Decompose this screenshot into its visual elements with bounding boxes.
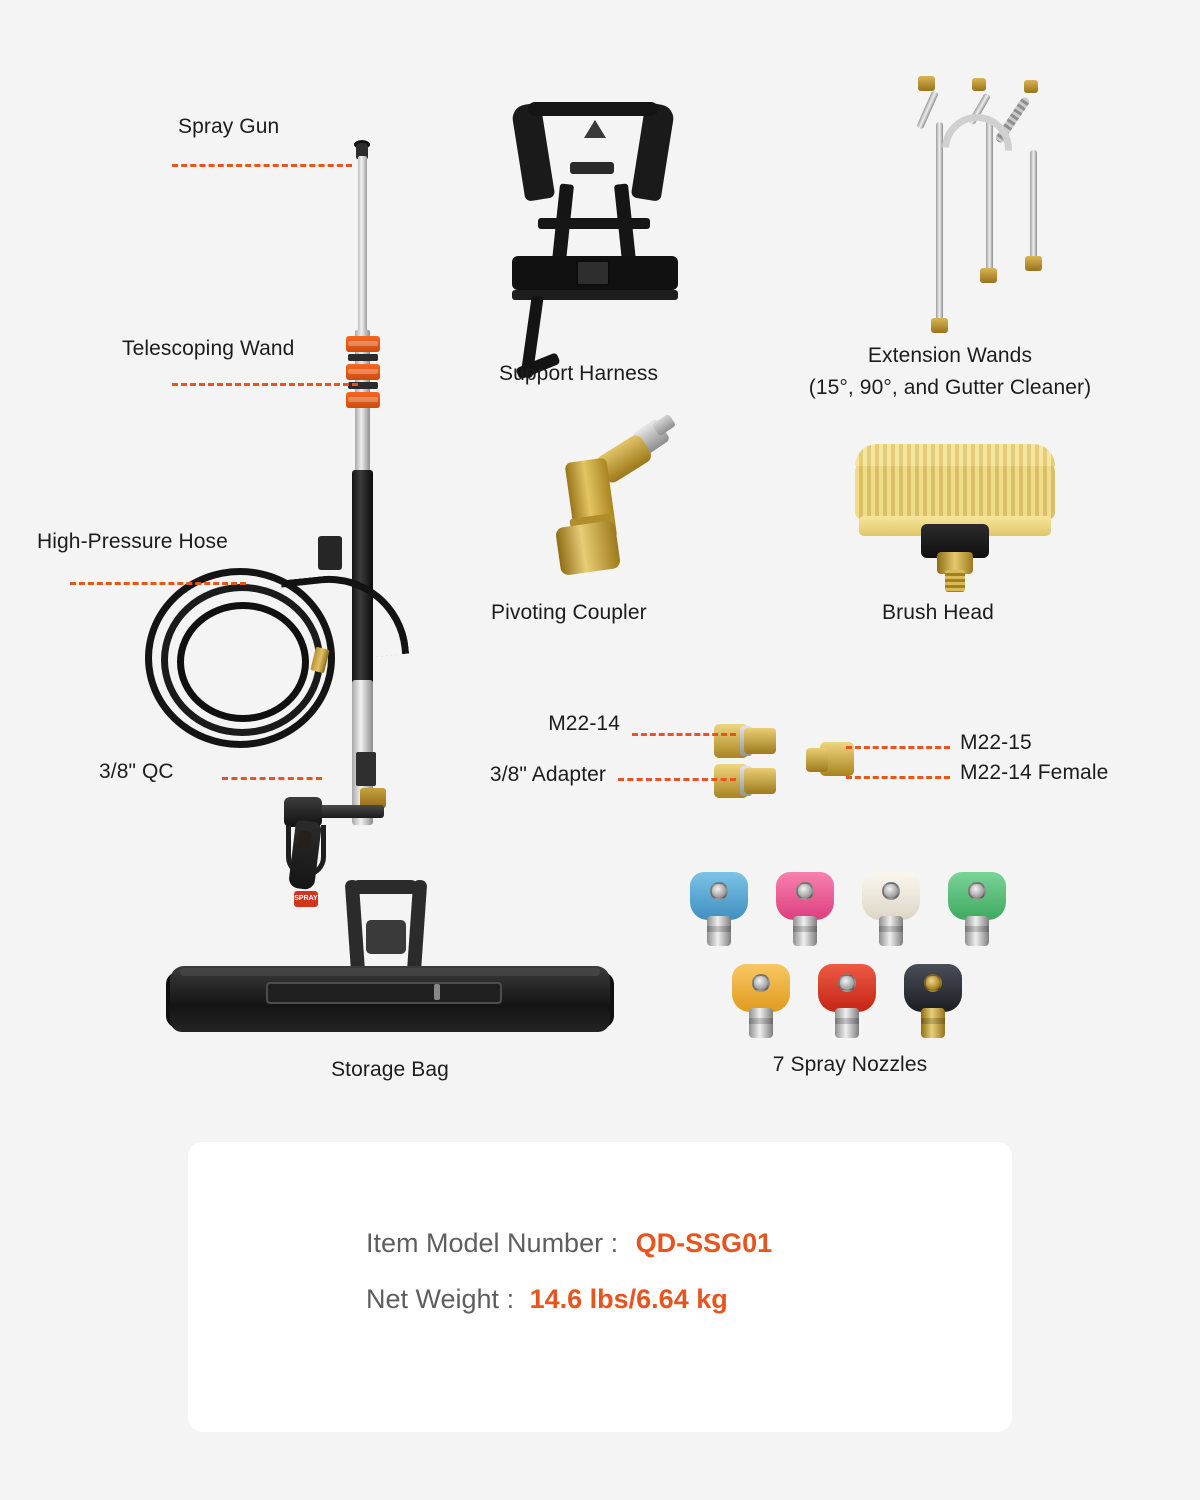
high-pressure-hose-illustration bbox=[135, 560, 365, 790]
nozzle-blue bbox=[690, 872, 748, 950]
leader-high-pressure-hose bbox=[70, 582, 246, 585]
leader-m22-14 bbox=[632, 733, 736, 736]
brush-head-illustration bbox=[845, 440, 1065, 600]
wand-clamp-2 bbox=[346, 364, 380, 380]
nozzle-pink bbox=[776, 872, 834, 950]
bag-zipper bbox=[266, 982, 502, 1004]
label-extension-wands: Extension Wands bbox=[867, 344, 1033, 367]
nozzle-pink-stem bbox=[793, 916, 817, 946]
leader-spray-gun bbox=[172, 164, 352, 167]
brush-threaded-fitting bbox=[945, 570, 965, 592]
nozzle-white-face bbox=[882, 882, 900, 900]
wand-segment-upper bbox=[358, 156, 367, 336]
harness-buckle bbox=[576, 260, 610, 286]
nozzle-white bbox=[862, 872, 920, 950]
model-number-label: Item Model Number : bbox=[366, 1228, 619, 1258]
leader-m22-14-female bbox=[846, 776, 950, 779]
nozzle-red bbox=[818, 964, 876, 1042]
storage-bag-illustration bbox=[170, 880, 610, 1050]
adapter-m22-14 bbox=[714, 718, 778, 762]
bag-zipper-pull bbox=[434, 984, 440, 1000]
label-adapter-m22-14-female: M22-14 Female bbox=[960, 761, 1109, 784]
label-38-qc: 3/8" QC bbox=[99, 760, 174, 783]
leader-38-adapter bbox=[618, 778, 736, 781]
label-support-harness: Support Harness bbox=[499, 362, 659, 385]
label-adapter-38: 3/8" Adapter bbox=[489, 763, 606, 786]
label-storage-bag: Storage Bag bbox=[331, 1058, 449, 1081]
nozzle-yellow bbox=[732, 964, 790, 1042]
brush-bristle-tips bbox=[855, 444, 1055, 466]
nozzle-pink-face bbox=[796, 882, 814, 900]
harness-shoulder-pad-right bbox=[631, 102, 676, 202]
label-telescoping-wand: Telescoping Wand bbox=[122, 337, 295, 360]
leader-telescoping-wand bbox=[172, 383, 358, 386]
net-weight-value: 14.6 lbs/6.64 kg bbox=[529, 1284, 728, 1314]
nozzle-black-stem bbox=[921, 1008, 945, 1038]
gutter-cleaner-shaft bbox=[1030, 150, 1037, 260]
label-high-pressure-hose: High-Pressure Hose bbox=[37, 530, 228, 553]
adapter-m22-15-body bbox=[806, 748, 828, 772]
net-weight-label: Net Weight : bbox=[366, 1284, 515, 1314]
label-adapter-m22-15: M22-15 bbox=[960, 731, 1032, 754]
nozzle-black-face bbox=[924, 974, 942, 992]
bag-handle-wrap bbox=[366, 920, 406, 954]
nozzle-green-stem bbox=[965, 916, 989, 946]
extension-wands-illustration bbox=[880, 60, 1130, 340]
nozzle-yellow-face bbox=[752, 974, 770, 992]
model-number-row bbox=[366, 1228, 772, 1259]
label-extension-wands-detail: (15°, 90°, and Gutter Cleaner) bbox=[808, 376, 1092, 399]
net-weight-row bbox=[366, 1284, 728, 1315]
bag-handle-left bbox=[345, 880, 366, 977]
support-harness-illustration bbox=[498, 100, 688, 340]
nozzle-green-face bbox=[968, 882, 986, 900]
nozzle-blue-face bbox=[710, 882, 728, 900]
adapter-38-body bbox=[744, 768, 776, 794]
nozzle-black bbox=[904, 964, 962, 1042]
nozzle-red-stem bbox=[835, 1008, 859, 1038]
label-pivoting-coupler: Pivoting Coupler bbox=[491, 601, 647, 624]
nozzle-blue-stem bbox=[707, 916, 731, 946]
wand-clamp-bar-1 bbox=[348, 354, 378, 361]
extension-wand-90-nut-top bbox=[972, 78, 986, 91]
bag-handle-top bbox=[352, 880, 418, 894]
label-brush-head: Brush Head bbox=[882, 601, 994, 624]
label-spray-nozzles: 7 Spray Nozzles bbox=[772, 1053, 928, 1076]
extension-wand-15-nut-top bbox=[918, 76, 935, 91]
spray-gun-barrel bbox=[312, 805, 384, 818]
gutter-cleaner-nut-top bbox=[1024, 80, 1038, 93]
product-info-card bbox=[188, 1142, 1012, 1432]
nozzle-yellow-stem bbox=[749, 1008, 773, 1038]
label-spray-gun: Spray Gun bbox=[178, 115, 280, 138]
coupler-brass-base bbox=[555, 520, 621, 576]
nozzle-green bbox=[948, 872, 1006, 950]
spray-gun-brand-badge: SPRAY bbox=[294, 891, 318, 907]
harness-shoulder-pad-left bbox=[511, 102, 556, 202]
nozzle-red-face bbox=[838, 974, 856, 992]
adapter-m22-14-body bbox=[744, 728, 776, 754]
spray-gun-trigger-assembly bbox=[288, 795, 384, 902]
bag-handle-right bbox=[407, 880, 428, 977]
spray-nozzles-illustration bbox=[690, 872, 1010, 1052]
label-adapter-m22-14: M22-14 bbox=[548, 712, 620, 735]
extension-wand-15-nut-bottom bbox=[931, 318, 948, 333]
harness-top-strap bbox=[528, 102, 658, 116]
model-number-value: QD-SSG01 bbox=[635, 1228, 773, 1258]
harness-slider bbox=[570, 162, 614, 174]
leader-38-qc bbox=[222, 777, 322, 780]
wand-clamp-3 bbox=[346, 392, 380, 408]
wand-clamp-1 bbox=[346, 336, 380, 352]
harness-chest-strap bbox=[538, 218, 650, 229]
gutter-cleaner-nut-bottom bbox=[1025, 256, 1042, 271]
adapter-38 bbox=[714, 758, 780, 804]
bag-seam bbox=[180, 968, 600, 976]
harness-triangle-logo-icon bbox=[584, 120, 606, 138]
extension-wand-90-nut-bottom bbox=[980, 268, 997, 283]
pivoting-coupler-illustration bbox=[540, 420, 700, 590]
leader-m22-15 bbox=[846, 746, 950, 749]
nozzle-white-stem bbox=[879, 916, 903, 946]
